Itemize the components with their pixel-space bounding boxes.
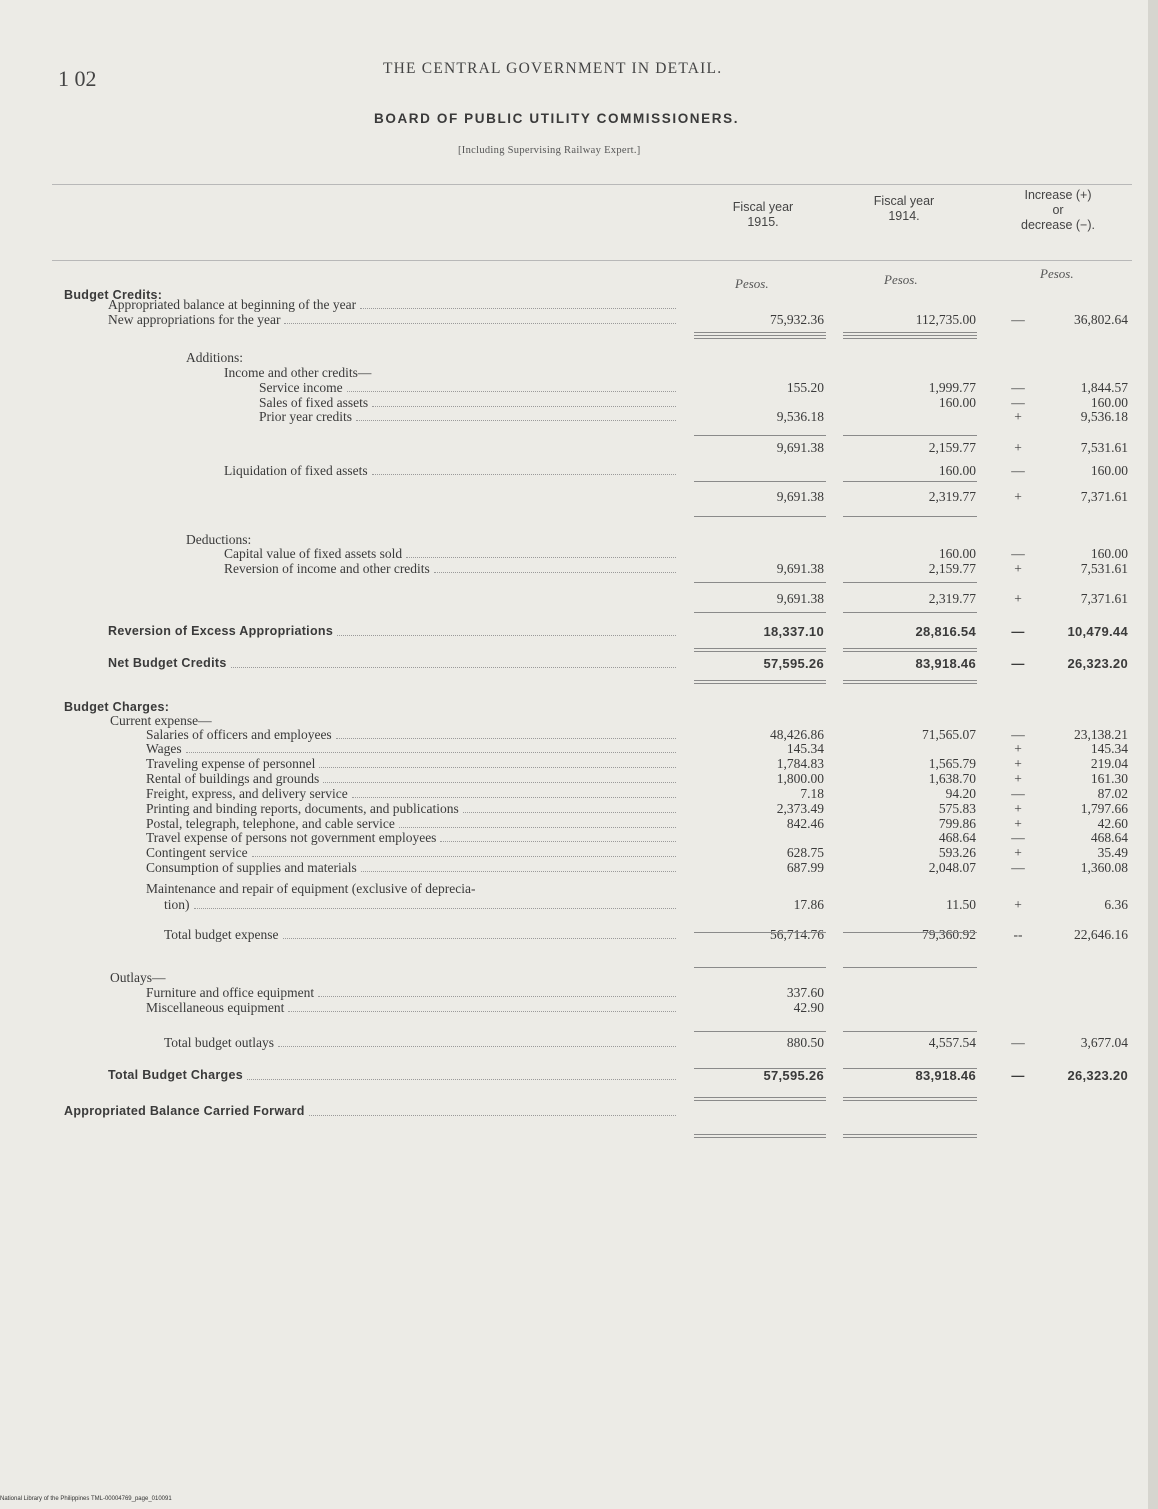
subtitle: [Including Supervising Railway Expert.] [458,145,641,156]
leader-dots [231,667,676,668]
table-row-subtotal [0,440,1158,455]
change-sign: — [1011,786,1025,801]
value-change: 160.00 [1090,463,1128,478]
change-sign: + [1014,756,1022,771]
value-fy1915: 17.86 [793,897,824,912]
leader-dots [284,323,676,324]
change-sign: — [1011,380,1025,395]
table-row-salaries-of-officers-and-employees [0,727,1158,742]
rule [694,582,826,583]
table-row-reversion-of-income-and-other-credits [0,561,1158,576]
row-label: Service income [259,380,343,395]
leader-dots [336,738,676,739]
column-header-change-line3: decrease (−). [1021,218,1095,232]
table-row-reversion-of-excess-appropriations [0,624,1158,639]
row-label: Budget Credits: [64,288,163,302]
value-fy1915: 2,373.49 [776,801,824,816]
table-row-postal-telegraph-telephone-and-cable-service [0,816,1158,831]
leader-dots [463,812,676,813]
double-rule [843,1134,977,1138]
row-label: Capital value of fixed assets sold [224,546,403,561]
table-row-subtotal [0,489,1158,504]
row-label: Reversion of Excess Appropriations [108,624,334,638]
change-sign: — [1011,395,1025,410]
header-top-rule [52,184,1132,185]
value-fy1914: 593.26 [938,845,976,860]
table-row-capital-value-of-fixed-assets-sold [0,546,1158,561]
leader-dots [361,871,676,872]
value-fy1914: 2,319.77 [928,489,976,504]
change-sign: + [1014,489,1022,504]
value-fy1915: 9,691.38 [776,440,824,455]
leader-dots [399,827,676,828]
change-sign: + [1014,845,1022,860]
rule [694,516,826,517]
change-sign: — [1011,546,1025,561]
rule [694,1031,826,1032]
value-change: 1,844.57 [1080,380,1128,395]
value-change: 1,360.08 [1080,860,1128,875]
change-sign: + [1014,771,1022,786]
unit-change: Pesos. [1040,266,1074,281]
value-fy1915: 75,932.36 [770,312,824,327]
value-fy1915: 145.34 [786,741,824,756]
page-number: 1 02 [58,66,97,91]
row-label: Printing and binding reports, documents, and publications [146,801,459,816]
leader-dots [372,474,676,475]
rule [843,967,977,968]
value-change: 7,371.61 [1080,591,1128,606]
value-fy1915: 56,714.76 [770,927,824,942]
double-rule [694,648,826,652]
leader-dots [356,420,676,421]
table-row-miscellaneous-equipment [0,1000,1158,1015]
row-label: Appropriated balance at beginning of the year [108,297,357,312]
leader-dots [319,767,676,768]
table-row-maintenance-and-repair-of-equipment-exclusive-of-deprecia [0,881,1158,896]
column-header-fy1915-line2: 1915. [747,215,779,229]
value-fy1915: 9,536.18 [776,409,824,424]
change-sign: — [1011,624,1025,639]
row-label: New appropriations for the year [108,312,281,327]
value-fy1915: 880.50 [786,1035,824,1050]
table-row-sales-of-fixed-assets [0,395,1158,410]
rule [843,582,977,583]
leader-dots [347,391,676,392]
change-sign: + [1014,816,1022,831]
value-change: 219.04 [1090,756,1128,771]
value-change: 3,677.04 [1080,1035,1128,1050]
double-rule [843,648,977,652]
rule [694,435,826,436]
leader-dots [194,908,676,909]
double-rule [694,680,826,684]
value-change: 26,323.20 [1067,656,1128,671]
change-sign: + [1014,591,1022,606]
section-title: BOARD OF PUBLIC UTILITY COMMISSIONERS. [374,111,740,126]
row-label: Current expense— [110,713,212,728]
value-fy1914: 1,999.77 [928,380,976,395]
value-fy1914: 2,048.07 [928,860,976,875]
value-fy1915: 628.75 [786,845,824,860]
row-label: Travel expense of persons not government employees [146,830,437,845]
value-fy1914: 799.86 [938,816,976,831]
column-header-fy1915 [693,200,833,230]
rule [694,332,826,333]
row-label: Deductions: [186,532,252,547]
value-change: 6.36 [1104,897,1128,912]
table-row-freight-express-and-delivery-service [0,786,1158,801]
table-row-furniture-and-office-equipment [0,985,1158,1000]
value-fy1915: 18,337.10 [763,624,824,639]
row-label: Budget Charges: [64,700,170,714]
value-change: 161.30 [1090,771,1128,786]
table-row-deductions [0,532,1158,547]
leader-dots [186,752,676,753]
leader-dots [278,1046,676,1047]
rule [843,932,977,933]
table-row-travel-expense-of-persons-not-government-employees [0,830,1158,845]
column-header-change-line1: Increase (+) [1024,188,1092,202]
table-row-net-budget-credits [0,656,1158,671]
value-fy1915: 9,691.38 [776,489,824,504]
table-row-outlays [0,970,1158,985]
change-sign: + [1014,897,1022,912]
leader-dots [309,1115,676,1116]
table-row-total-budget-expense [0,927,1158,942]
value-fy1915: 842.46 [786,816,824,831]
value-fy1914: 79,360.92 [922,927,976,942]
double-rule [843,1097,977,1101]
column-header-fy1914 [834,194,974,224]
leader-dots [323,782,676,783]
footer-note: National Library of the Philippines TML-00004769_page_010091 [0,1496,172,1502]
change-sign: + [1014,409,1022,424]
column-header-change-line2: or [1052,203,1064,217]
table-row-printing-and-binding-reports-documents-and-publications [0,801,1158,816]
page-edge [1148,0,1158,1509]
change-sign: + [1014,561,1022,576]
value-change: 22,646.16 [1074,927,1128,942]
row-label: Outlays— [110,970,166,985]
value-change: 26,323.20 [1067,1068,1128,1083]
change-sign: — [1011,656,1025,671]
table-row-contingent-service [0,845,1158,860]
value-change: 9,536.18 [1080,409,1128,424]
table-row-current-expense [0,713,1158,728]
value-fy1915: 9,691.38 [776,561,824,576]
table-row-traveling-expense-of-personnel [0,756,1158,771]
leader-dots [352,797,676,798]
column-header-fy1915-line1: Fiscal year [732,200,794,214]
rule [843,435,977,436]
row-label: Sales of fixed assets [259,395,369,410]
value-fy1914: 94.20 [945,786,976,801]
row-label: Prior year credits [259,409,352,424]
value-fy1914: 1,638.70 [928,771,976,786]
rule [843,332,977,333]
rule [694,481,826,482]
table-row-total-budget-charges [0,1068,1158,1083]
value-change: 87.02 [1097,786,1128,801]
rule [694,932,826,933]
row-label: Rental of buildings and grounds [146,771,320,786]
value-fy1914: 468.64 [938,830,976,845]
row-label: Postal, telegraph, telephone, and cable service [146,816,395,831]
unit-fy1915: Pesos. [735,276,769,291]
change-sign: — [1011,312,1025,327]
change-sign: — [1011,463,1025,478]
header-bottom-rule [52,260,1132,261]
value-fy1914: 28,816.54 [915,624,976,639]
row-label: Total Budget Charges [108,1068,243,1082]
table-row-additions [0,350,1158,365]
table-row-appropriated-balance-at-beginning-of-the-year [0,297,1158,312]
value-change: 145.34 [1090,741,1128,756]
value-fy1915: 57,595.26 [763,1068,824,1083]
row-label: Reversion of income and other credits [224,561,430,576]
change-sign: + [1014,440,1022,455]
leader-dots [318,996,676,997]
leader-dots [406,557,676,558]
leader-dots [440,841,676,842]
row-label: Consumption of supplies and materials [146,860,357,875]
value-change: 1,797.66 [1080,801,1128,816]
row-label: tion) [164,897,190,912]
change-sign: — [1011,727,1025,742]
row-label: Maintenance and repair of equipment (exclusive of deprecia- [146,881,476,896]
table-row-service-income [0,380,1158,395]
value-fy1914: 71,565.07 [922,727,976,742]
value-change: 42.60 [1097,816,1128,831]
value-change: 10,479.44 [1067,624,1128,639]
value-fy1915: 1,784.83 [776,756,824,771]
value-change: 36,802.64 [1074,312,1128,327]
row-label: Salaries of officers and employees [146,727,332,742]
rule [843,516,977,517]
table-row-total-budget-outlays [0,1035,1158,1050]
double-rule [843,335,977,339]
value-change: 7,531.61 [1080,561,1128,576]
table-row-new-appropriations-for-the-year [0,312,1158,327]
rule [694,967,826,968]
row-label: Contingent service [146,845,248,860]
unit-fy1914: Pesos. [884,272,918,287]
value-fy1915: 42.90 [793,1000,824,1015]
value-fy1914: 160.00 [938,395,976,410]
table-row-appropriated-balance-carried-forward [0,1104,1158,1119]
double-rule [694,1134,826,1138]
value-fy1915: 9,691.38 [776,591,824,606]
value-change: 7,371.61 [1080,489,1128,504]
table-row-wages [0,741,1158,756]
value-change: 468.64 [1090,830,1128,845]
rule [843,612,977,613]
column-header-fy1914-line2: 1914. [888,209,920,223]
change-sign: + [1014,741,1022,756]
value-fy1914: 575.83 [938,801,976,816]
table-row-rental-of-buildings-and-grounds [0,771,1158,786]
leader-dots [360,308,676,309]
leader-dots [247,1079,676,1080]
value-fy1914: 1,565.79 [928,756,976,771]
row-label: Net Budget Credits [108,656,227,670]
table-row-consumption-of-supplies-and-materials [0,860,1158,875]
table-row-tion [0,897,1158,912]
value-fy1914: 4,557.54 [928,1035,976,1050]
value-fy1915: 1,800.00 [776,771,824,786]
value-fy1914: 160.00 [938,463,976,478]
value-fy1915: 57,595.26 [763,656,824,671]
double-rule [843,680,977,684]
row-label: Freight, express, and delivery service [146,786,348,801]
value-fy1915: 7.18 [800,786,824,801]
value-fy1915: 48,426.86 [770,727,824,742]
value-fy1914: 112,735.00 [915,312,976,327]
row-label: Additions: [186,350,244,365]
rule [843,1031,977,1032]
rule [843,481,977,482]
column-header-fy1914-line1: Fiscal year [873,194,935,208]
table-row-subtotal [0,591,1158,606]
change-sign: — [1011,1068,1025,1083]
leader-dots [372,406,676,407]
row-label: Furniture and office equipment [146,985,315,1000]
change-sign: — [1011,830,1025,845]
change-sign: + [1014,801,1022,816]
running-title: THE CENTRAL GOVERNMENT IN DETAIL. [383,60,723,77]
value-fy1914: 2,159.77 [928,440,976,455]
table-row-income-and-other-credits [0,365,1158,380]
value-change: 160.00 [1090,395,1128,410]
double-rule [694,1097,826,1101]
change-sign: — [1011,1035,1025,1050]
row-label: Wages [146,741,182,756]
value-fy1914: 2,319.77 [928,591,976,606]
table-row-prior-year-credits [0,409,1158,424]
row-label: Liquidation of fixed assets [224,463,368,478]
row-label: Appropriated Balance Carried Forward [64,1104,305,1118]
value-change: 160.00 [1090,546,1128,561]
change-sign: -- [1013,927,1023,942]
value-change: 35.49 [1097,845,1128,860]
change-sign: — [1011,860,1025,875]
value-fy1914: 11.50 [946,897,976,912]
value-fy1915: 687.99 [786,860,824,875]
row-label: Total budget outlays [164,1035,275,1050]
rule [694,612,826,613]
column-header-change [983,188,1133,233]
row-label: Income and other credits— [224,365,372,380]
value-fy1915: 337.60 [786,985,824,1000]
double-rule [694,335,826,339]
value-change: 23,138.21 [1074,727,1128,742]
value-fy1915: 155.20 [786,380,824,395]
leader-dots [283,938,676,939]
row-label: Total budget expense [164,927,279,942]
value-change: 7,531.61 [1080,440,1128,455]
leader-dots [434,572,676,573]
leader-dots [337,635,676,636]
row-label: Traveling expense of personnel [146,756,316,771]
value-fy1914: 83,918.46 [915,656,976,671]
rule [694,1068,826,1069]
value-fy1914: 160.00 [938,546,976,561]
table-row-liquidation-of-fixed-assets [0,463,1158,478]
value-fy1914: 2,159.77 [928,561,976,576]
leader-dots [288,1011,676,1012]
leader-dots [252,856,676,857]
row-label: Miscellaneous equipment [146,1000,285,1015]
value-fy1914: 83,918.46 [915,1068,976,1083]
rule [843,1068,977,1069]
